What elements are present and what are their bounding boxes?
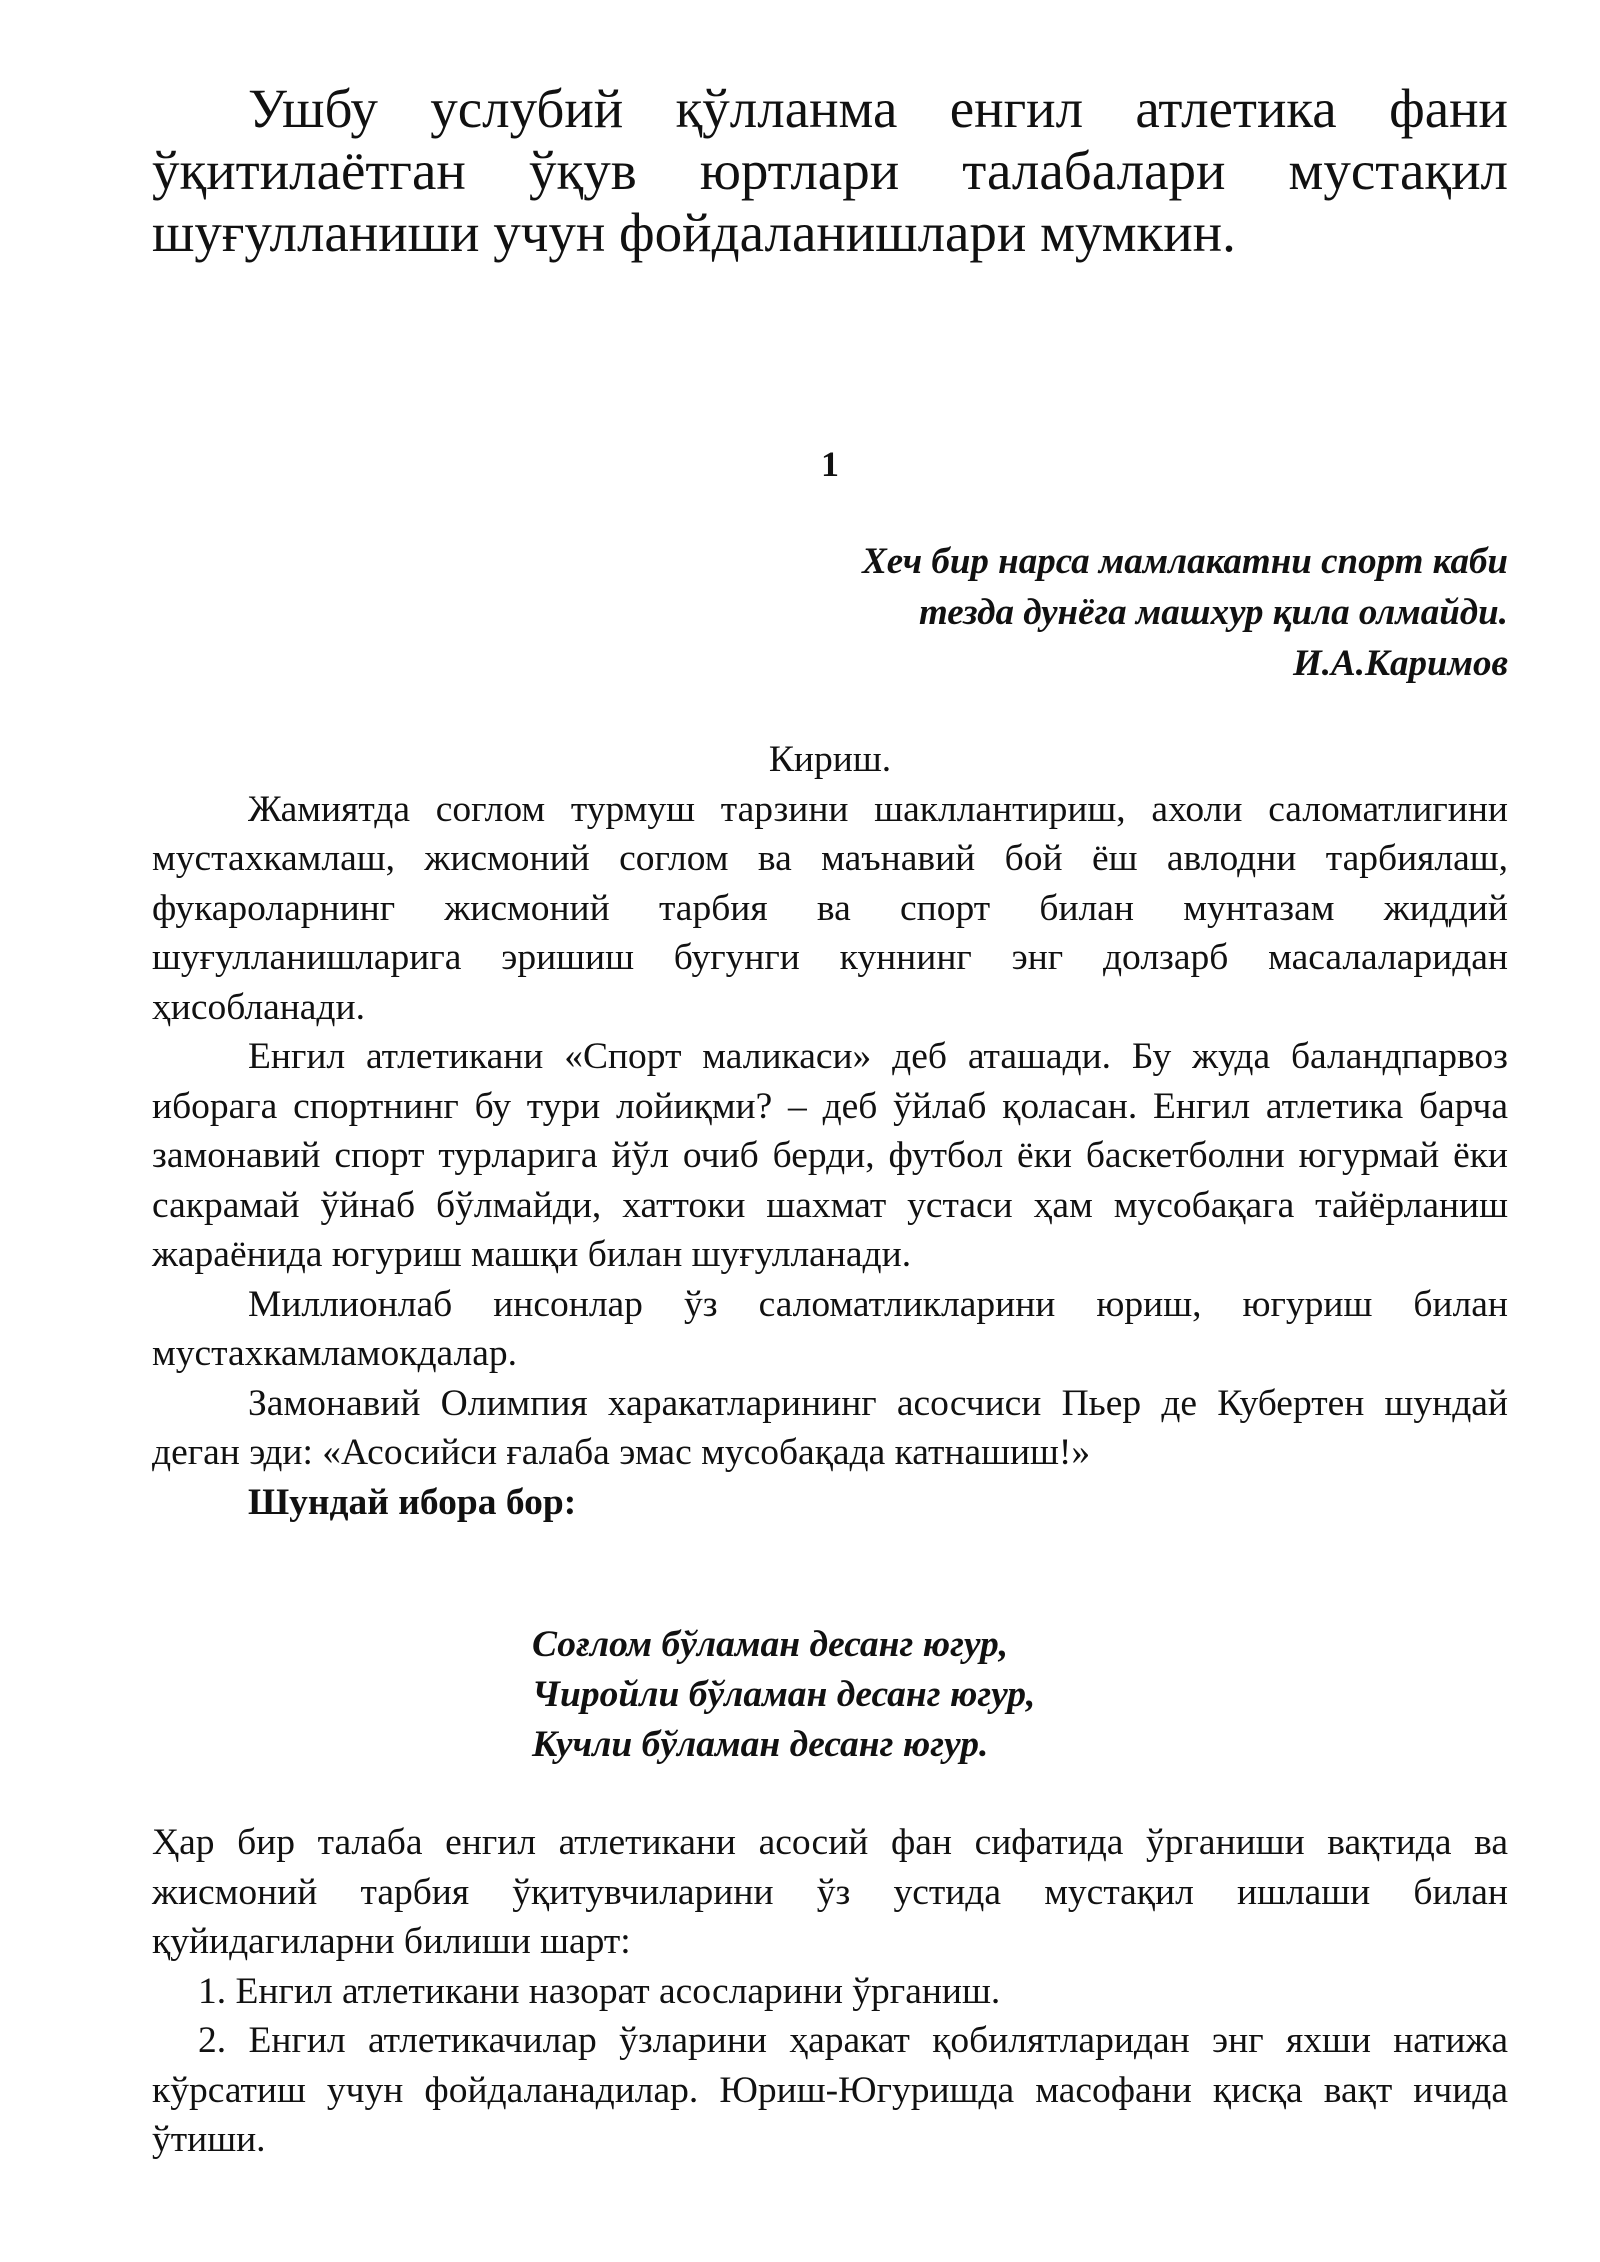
requirements-section xyxy=(152,1818,1508,2165)
epigraph xyxy=(152,536,1508,689)
poem-line: Кучли бўламан десанг югур. xyxy=(532,1724,989,1765)
requirements-lead: Ҳар бир талаба енгил атлетикани асосий фан сифатида ўрганиши вақтида ва жисмоний тарбия ўқитувчиларини ўз устида мустақил ишлаши билан қуйидагиларни билиши шарт: xyxy=(152,1822,1508,1962)
body-paragraph: Замонавий Олимпия харакатларининг асосчиси Пьер де Кубертен шундай деган эди: «Асосийси ғалаба эмас мусобақада катнашиш!» xyxy=(152,1382,1508,1473)
epigraph-author: И.А.Каримов xyxy=(1292,643,1508,684)
body-paragraph: Жамиятда соглом турмуш тарзини шакллантириш, ахоли саломатлигини мустахкамлаш, жисмоний соглом ва маънавий бой ёш авлодни тарбиялаш, фукароларнинг жисмоний тарбия ва спорт билан мунтазам жиддий шуғулланишларига эришиш бугунги куннинг энг долзарб масалаларидан ҳисобланади. xyxy=(152,788,1508,1028)
list-item: 2. Енгил атлетикачилар ўзларини ҳаракат қобилятларидан энг яхши натижа кўрсатиш учун фойдаланадилар. Юриш-Югуришда масофани қисқа вақт ичида ўтиши. xyxy=(152,2020,1508,2160)
epigraph-line-1: Хеч бир нарса мамлакатни спорт каби xyxy=(862,541,1508,582)
introduction-section xyxy=(152,735,1508,1527)
body-paragraph: Миллионлаб инсонлар ўз саломатликларини юриш, югуриш билан мустахкамламокдалар. xyxy=(152,1283,1508,1374)
poem-line: Соғлом бўламан десанг югур, xyxy=(532,1624,1009,1665)
poem-line: Чиройли бўламан десанг югур, xyxy=(532,1674,1036,1715)
intro-paragraph: Ушбу услубий қўлланма енгил атлетика фани ўқитилаётган ўқув юртлари талабалари мустақил шуғулланиши учун фойдаланишлари мумкин. xyxy=(152,78,1508,263)
saying-intro: Шундай ибора бор: xyxy=(248,1481,577,1523)
poem xyxy=(532,1620,1035,1770)
body-paragraph: Енгил атлетикани «Спорт маликаси» деб аташади. Бу жуда баландпарвоз иборага спортнинг бу тури лойиқми? – деб ўйлаб қоласан. Енгил атлетика барча замонавий спорт турларига йўл очиб берди, футбол ёки баскетболни югурмай ёки сакрамай ўйнаб бўлмайди, хаттоки шахмат устаси ҳам мусобақага тайёрланиш жараёнида югуриш машқи билан шуғулланади. xyxy=(152,1036,1508,1275)
epigraph-line-2: тезда дунёга машхур қила олмайди. xyxy=(918,592,1508,633)
section-title: Кириш. xyxy=(768,739,892,780)
list-item: 1. Енгил атлетикани назорат асосларини ўрганиш. xyxy=(198,1970,1001,2012)
page-number: 1 xyxy=(821,444,839,484)
